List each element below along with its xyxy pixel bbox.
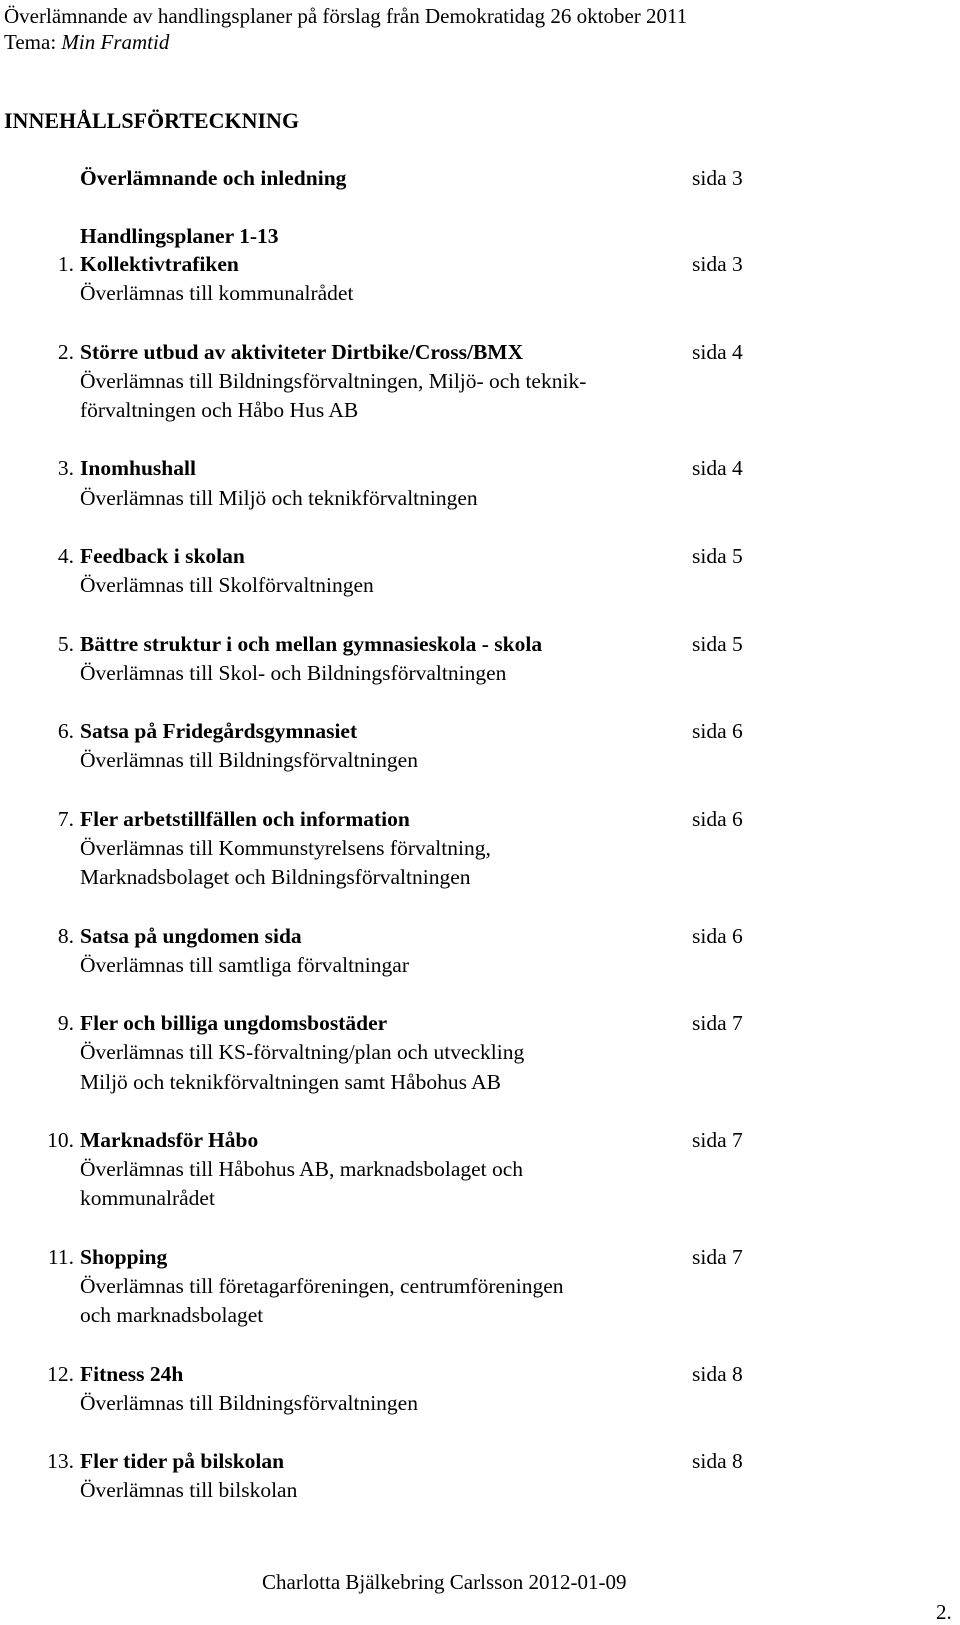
toc-entry-title: Shopping [80,1244,168,1269]
toc-entry-heading [0,454,960,483]
toc-entry-heading [0,250,960,279]
toc-entry-number: 6. [57,719,74,744]
toc-entry-number: 13. [47,1449,74,1474]
toc-entry-heading [0,1360,960,1389]
theme-name: Min Framtid [61,30,170,54]
toc-entry-page: sida 6 [692,719,743,744]
toc-entry-recipient [0,863,960,892]
toc-entry-recipient [0,367,960,396]
toc-entry-recipient [0,1272,960,1301]
theme-prefix: Tema: [4,30,62,54]
toc-entry-title: Satsa på ungdomen sida [80,923,302,948]
toc-entry-recipient [0,659,960,688]
toc-entry-recipient [0,1301,960,1330]
toc-heading: INNEHÅLLSFÖRTECKNING [4,108,300,133]
toc-entry-recipient-text: kommunalrådet [80,1186,215,1211]
toc-entry-recipient [0,1068,960,1097]
toc-entry-title: Fler tider på bilskolan [80,1449,285,1474]
toc-entry-number: 11. [47,1244,74,1269]
toc-entry-recipient-text: Överlämnas till Skol- och Bildningsförvaltningen [80,660,507,685]
toc-entry-heading [0,1243,960,1272]
toc-entry-recipient [0,1184,960,1213]
toc-entry-intro [0,164,960,193]
toc-entry-title: Feedback i skolan [80,544,245,568]
toc-entry-page: sida 3 [692,252,743,276]
toc-entry-title: Kollektivtrafiken [80,252,239,276]
toc-entry-title: Överlämnande och inledning [80,166,347,190]
plans-heading-label: Handlingsplaner 1-13 [80,224,279,248]
toc-entry-recipient [0,571,960,600]
toc-entry-number: 7. [57,806,74,831]
toc-entry-title: Satsa på Fridegårdsgymnasiet [80,719,358,744]
plans-heading [0,222,960,251]
toc-entry-recipient-text: Överlämnas till Bildningsförvaltningen, Miljö- och teknik- [80,368,587,393]
toc-entry-title: Marknadsför Håbo [80,1128,259,1152]
toc-entry-heading [0,1009,960,1038]
toc-entry-heading [0,1126,960,1155]
toc-entry-heading [0,805,960,834]
toc-entry-number: 5. [57,631,74,656]
toc-entry-recipient-text: och marknadsbolaget [80,1303,264,1328]
toc-entry-recipient-text: Överlämnas till företagarföreningen, centrumföreningen [80,1274,564,1298]
toc-entry-recipient-text: Överlämnas till Miljö och teknikförvaltningen [80,485,478,510]
page-number: 2. [936,1600,952,1624]
toc-entry-title: Bättre struktur i och mellan gymnasieskola - skola [80,631,543,656]
toc-entry-number: 9. [57,1011,74,1036]
document-header-title: Överlämnande av handlingsplaner på förslag från Demokratidag 26 oktober 2011 [4,4,688,28]
toc-entry-page: sida 7 [692,1011,743,1036]
toc-entry-page: sida 7 [692,1244,743,1269]
toc-entry-heading [0,542,960,571]
toc-entry-heading [0,922,960,951]
toc-entry-recipient-text: förvaltningen och Håbo Hus AB [80,398,359,422]
toc-entry-number: 8. [57,923,74,948]
toc-entry-recipient-text: Marknadsbolaget och Bildningsförvaltningen [80,865,471,890]
toc-entry-title: Större utbud av aktiviteter Dirtbike/Cross/BMX [80,339,524,364]
toc-entry-recipient-text: Överlämnas till bilskolan [80,1478,298,1503]
toc-entry-recipient-text: Överlämnas till samtliga förvaltningar [80,952,409,977]
toc-entry-page: sida 5 [692,631,743,656]
toc-entry-recipient [0,834,960,863]
toc-entry-recipient-text: Miljö och teknikförvaltningen samt Håbohus AB [80,1069,501,1094]
toc-entry-title: Fitness 24h [80,1361,184,1386]
toc-entry-recipient-text: Överlämnas till KS-förvaltning/plan och utveckling [80,1040,525,1065]
toc-entry-page: sida 4 [692,339,743,364]
toc-entry-recipient [0,484,960,513]
toc-entry-number: 12. [47,1361,74,1386]
toc-entry-page: sida 8 [692,1361,743,1386]
toc-entry-title: Fler arbetstillfällen och information [80,806,410,831]
toc-entry-page: sida 6 [692,923,743,948]
toc-entry-page: sida 5 [692,544,743,568]
toc-entry-recipient-text: Överlämnas till Skolförvaltningen [80,573,374,598]
toc-entry-recipient [0,279,960,308]
toc-entry-recipient-text: Överlämnas till Kommunstyrelsens förvaltning, [80,836,491,860]
toc-entry-page: sida 4 [692,456,743,481]
toc-entry-heading [0,717,960,746]
toc-entry-recipient [0,1038,960,1067]
toc-entry-recipient-text: Överlämnas till Bildningsförvaltningen [80,748,418,773]
toc-entry-recipient [0,1476,960,1505]
toc-entry-recipient [0,1389,960,1418]
toc-entry-recipient-text: Överlämnas till Bildningsförvaltningen [80,1390,418,1415]
toc-entry-heading [0,630,960,659]
toc-entry-heading [0,1447,960,1476]
toc-entry-page: sida 8 [692,1449,743,1474]
toc-entry-recipient-text: Överlämnas till Håbohus AB, marknadsbolaget och [80,1157,524,1182]
toc-entry-number: 4. [57,544,74,568]
toc-entry-page: sida 3 [692,166,743,190]
toc-entry-recipient [0,746,960,775]
toc-entry-page: sida 7 [692,1128,743,1152]
toc-entry-number: 3. [57,456,74,481]
toc-entry-number: 2. [57,339,74,364]
toc-entry-recipient [0,1155,960,1184]
toc-entry-number: 10. [47,1128,74,1152]
toc-entry-title: Fler och billiga ungdomsbostäder [80,1011,388,1036]
toc-entry-heading [0,338,960,367]
footer-author-date: Charlotta Bjälkebring Carlsson 2012-01-09 [262,1570,627,1594]
toc-entry-page: sida 6 [692,806,743,831]
document-header-theme [4,28,169,56]
toc-entry-recipient [0,951,960,980]
toc-entry-recipient [0,396,960,425]
toc-entry-title: Inomhushall [80,456,196,481]
toc-entry-recipient-text: Överlämnas till kommunalrådet [80,281,354,306]
toc-entry-number: 1. [57,252,74,276]
